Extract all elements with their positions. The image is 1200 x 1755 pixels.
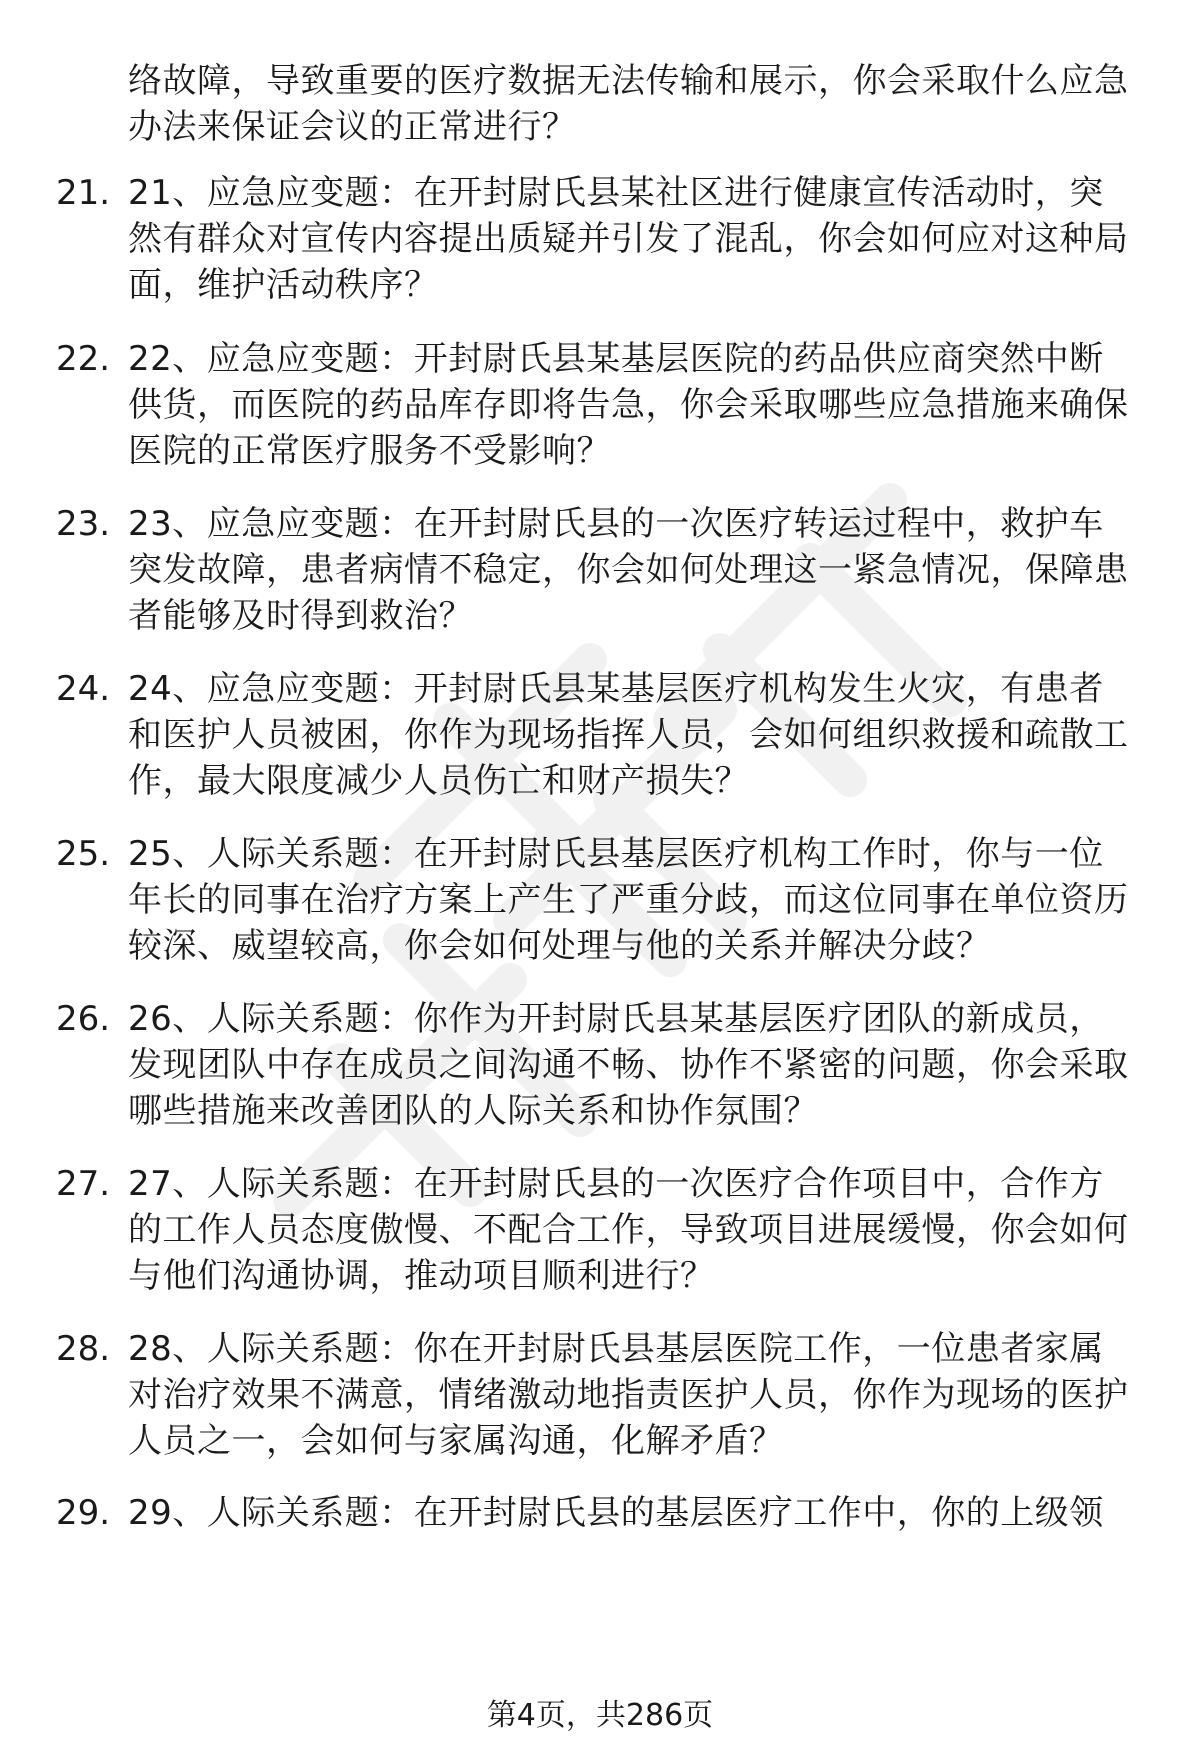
question-number: 27. <box>56 1164 111 1204</box>
page-footer: 第4页，共286页 <box>486 1698 714 1733</box>
question-text: 28、人际关系题：你在开封尉氏县基层医院工作，一位患者家属对治疗效果不满意，情绪激动地指责医护人员，你作为现场的医护人员之一，会如何与家属沟通，化解矛盾？ <box>128 1329 1129 1461</box>
question-text: 25、人际关系题：在开封尉氏县基层医疗机构工作时，你与一位年长的同事在治疗方案上产生了严重分歧，而这位同事在单位资历较深、威望较高，你会如何处理与他的关系并解决分歧？ <box>128 834 1129 966</box>
question-number: 26. <box>56 999 111 1039</box>
question-text: 29、人际关系题：在开封尉氏县的基层医疗工作中，你的上级领 <box>128 1493 1104 1533</box>
question-number: 28. <box>56 1329 111 1369</box>
question-text: 23、应急应变题：在开封尉氏县的一次医疗转运过程中，救护车突发故障，患者病情不稳定，你会如何处理这一紧急情况，保障患者能够及时得到救治？ <box>128 504 1129 636</box>
question-text: 21、应急应变题：在开封尉氏县某社区进行健康宣传活动时，突然有群众对宣传内容提出质疑并引发了混乱，你会如何应对这种局面，维护活动秩序？ <box>128 173 1129 305</box>
question-number: 21. <box>56 173 111 213</box>
continuation-text: 络故障，导致重要的医疗数据无法传输和展示，你会采取什么应急办法来保证会议的正常进行？ <box>128 61 1129 147</box>
question-number: 24. <box>56 669 111 709</box>
question-number: 25. <box>56 834 111 874</box>
question-text: 24、应急应变题：开封尉氏县某基层医疗机构发生火灾，有患者和医护人员被困，你作为现场指挥人员，会如何组织救援和疏散工作，最大限度减少人员伤亡和财产损失？ <box>128 669 1129 801</box>
question-text: 27、人际关系题：在开封尉氏县的一次医疗合作项目中，合作方的工作人员态度傲慢、不配合工作，导致项目进展缓慢，你会如何与他们沟通协调，推动项目顺利进行？ <box>128 1164 1129 1296</box>
question-text: 22、应急应变题：开封尉氏县某基层医院的药品供应商突然中断供货，而医院的药品库存即将告急，你会采取哪些应急措施来确保医院的正常医疗服务不受影响？ <box>128 339 1129 471</box>
question-number: 22. <box>56 339 111 379</box>
question-number: 29. <box>56 1493 111 1533</box>
question-text: 26、人际关系题：你作为开封尉氏县某基层医疗团队的新成员，发现团队中存在成员之间沟通不畅、协作不紧密的问题，你会采取哪些措施来改善团队的人际关系和协作氛围？ <box>128 999 1129 1131</box>
question-number: 23. <box>56 504 111 544</box>
